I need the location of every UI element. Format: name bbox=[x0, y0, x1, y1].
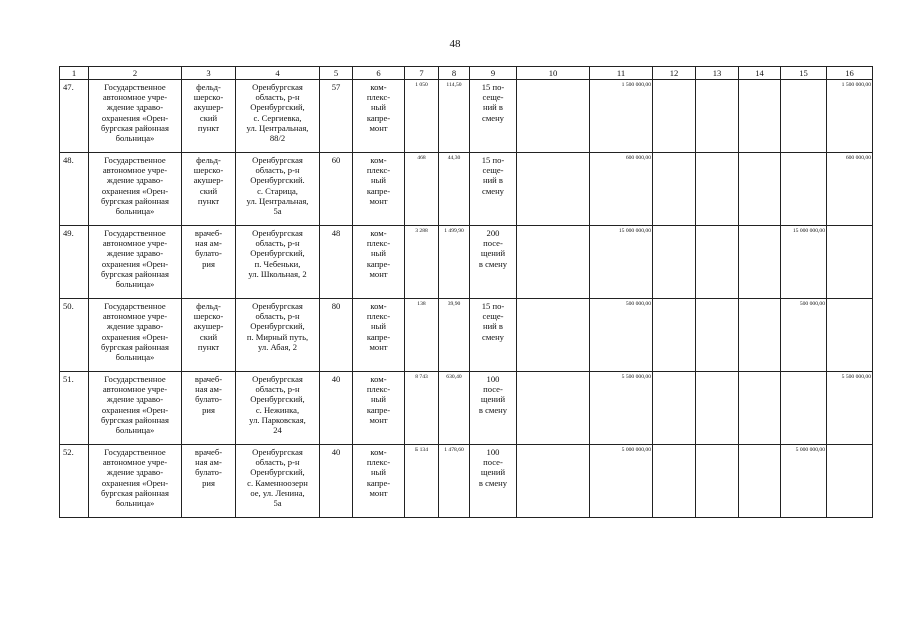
work-type-cell: ком- плекс- ный капре- монт bbox=[353, 299, 405, 372]
col15-cell bbox=[781, 153, 827, 226]
column-header: 8 bbox=[439, 67, 470, 80]
col16-cell bbox=[827, 299, 873, 372]
col7-cell: 1 050 bbox=[405, 80, 439, 153]
column-header: 11 bbox=[590, 67, 653, 80]
capacity-cell: 15 по- сеще- ний в смену bbox=[470, 153, 517, 226]
table-row bbox=[60, 445, 873, 518]
work-type-cell: ком- плекс- ный капре- монт bbox=[353, 445, 405, 518]
col10-cell bbox=[517, 153, 590, 226]
col10-cell bbox=[517, 372, 590, 445]
col10-cell bbox=[517, 226, 590, 299]
organization-cell: Государственное автономное учре- ждение здраво- охранения «Орен- бургская районная больница» bbox=[89, 80, 182, 153]
col11-cell: 500 000,00 bbox=[590, 299, 653, 372]
column-header: 10 bbox=[517, 67, 590, 80]
col12-cell bbox=[653, 299, 696, 372]
table-row bbox=[60, 372, 873, 445]
address-cell: Оренбургская область, р-н Оренбургский, с. Нежинка, ул. Парковская, 24 bbox=[236, 372, 320, 445]
address-cell: Оренбургская область, р-н Оренбургский. с. Старица, ул. Центральная, 5а bbox=[236, 153, 320, 226]
col13-cell bbox=[696, 445, 739, 518]
column-header: 14 bbox=[739, 67, 781, 80]
work-type-cell: ком- плекс- ный капре- монт bbox=[353, 226, 405, 299]
col13-cell bbox=[696, 153, 739, 226]
col11-cell: 600 000,00 bbox=[590, 153, 653, 226]
col13-cell bbox=[696, 80, 739, 153]
col5-cell: 48 bbox=[320, 226, 353, 299]
col14-cell bbox=[739, 299, 781, 372]
organization-cell: Государственное автономное учре- ждение здраво- охранения «Орен- бургская районная больница» bbox=[89, 299, 182, 372]
col14-cell bbox=[739, 372, 781, 445]
col5-cell: 40 bbox=[320, 372, 353, 445]
col8-cell: 39,90 bbox=[439, 299, 470, 372]
col5-cell: 57 bbox=[320, 80, 353, 153]
col8-cell: 1 499,90 bbox=[439, 226, 470, 299]
organization-cell: Государственное автономное учре- ждение здраво- охранения «Орен- бургская районная больница» bbox=[89, 372, 182, 445]
col11-cell: 5 500 000,00 bbox=[590, 372, 653, 445]
col13-cell bbox=[696, 226, 739, 299]
col5-cell: 40 bbox=[320, 445, 353, 518]
work-type-cell: ком- плекс- ный капре- монт bbox=[353, 80, 405, 153]
capacity-cell: 100 посе- щений в смену bbox=[470, 445, 517, 518]
col8-cell: 630,40 bbox=[439, 372, 470, 445]
work-type-cell: ком- плекс- ный капре- монт bbox=[353, 153, 405, 226]
col16-cell: 1 500 000,00 bbox=[827, 80, 873, 153]
col14-cell bbox=[739, 226, 781, 299]
table-row bbox=[60, 80, 873, 153]
row-number: 49. bbox=[60, 226, 89, 299]
work-type-cell: ком- плекс- ный капре- монт bbox=[353, 372, 405, 445]
col12-cell bbox=[653, 445, 696, 518]
row-number: 52. bbox=[60, 445, 89, 518]
col7-cell: 8 743 bbox=[405, 372, 439, 445]
col7-cell: Б 134 bbox=[405, 445, 439, 518]
col7-cell: 3 288 bbox=[405, 226, 439, 299]
facility-type-cell: врачеб- ная ам- булато- рия bbox=[182, 372, 236, 445]
facility-type-cell: фельд- шерско- акушер- ский пункт bbox=[182, 80, 236, 153]
column-header: 2 bbox=[89, 67, 182, 80]
table-row bbox=[60, 299, 873, 372]
col11-cell: 15 000 000,00 bbox=[590, 226, 653, 299]
column-header: 16 bbox=[827, 67, 873, 80]
col16-cell bbox=[827, 445, 873, 518]
col11-cell: 5 000 000,00 bbox=[590, 445, 653, 518]
row-number: 47. bbox=[60, 80, 89, 153]
facilities-table bbox=[59, 66, 873, 518]
column-header: 13 bbox=[696, 67, 739, 80]
col15-cell bbox=[781, 80, 827, 153]
column-header: 4 bbox=[236, 67, 320, 80]
capacity-cell: 15 по- сеще- ний в смену bbox=[470, 299, 517, 372]
column-header: 7 bbox=[405, 67, 439, 80]
address-cell: Оренбургская область, р-н Оренбургский, п. Чебеньки, ул. Школьная, 2 bbox=[236, 226, 320, 299]
facility-type-cell: врачеб- ная ам- булато- рия bbox=[182, 445, 236, 518]
col10-cell bbox=[517, 299, 590, 372]
col13-cell bbox=[696, 372, 739, 445]
table-row bbox=[60, 226, 873, 299]
col8-cell: 114,50 bbox=[439, 80, 470, 153]
col15-cell bbox=[781, 372, 827, 445]
column-header: 5 bbox=[320, 67, 353, 80]
address-cell: Оренбургская область, р-н Оренбургский, с. Каменноозерн ое, ул. Ленина, 5а bbox=[236, 445, 320, 518]
col8-cell: 44,30 bbox=[439, 153, 470, 226]
facility-type-cell: фельд- шерско- акушер- ский пункт bbox=[182, 299, 236, 372]
col12-cell bbox=[653, 226, 696, 299]
col15-cell: 15 000 000,00 bbox=[781, 226, 827, 299]
column-header: 12 bbox=[653, 67, 696, 80]
page-number: 48 bbox=[449, 38, 461, 50]
capacity-cell: 200 посе- щений в смену bbox=[470, 226, 517, 299]
table-row bbox=[60, 153, 873, 226]
col15-cell: 5 000 000,00 bbox=[781, 445, 827, 518]
col5-cell: 80 bbox=[320, 299, 353, 372]
col14-cell bbox=[739, 80, 781, 153]
facility-type-cell: врачеб- ная ам- булато- рия bbox=[182, 226, 236, 299]
col13-cell bbox=[696, 299, 739, 372]
row-number: 50. bbox=[60, 299, 89, 372]
col10-cell bbox=[517, 445, 590, 518]
facility-type-cell: фельд- шерско- акушер- ский пункт bbox=[182, 153, 236, 226]
col10-cell bbox=[517, 80, 590, 153]
col11-cell: 1 500 000,00 bbox=[590, 80, 653, 153]
col16-cell bbox=[827, 226, 873, 299]
col7-cell: 468 bbox=[405, 153, 439, 226]
col14-cell bbox=[739, 445, 781, 518]
capacity-cell: 100 посе- щений в смену bbox=[470, 372, 517, 445]
row-number: 51. bbox=[60, 372, 89, 445]
organization-cell: Государственное автономное учре- ждение здраво- охранения «Орен- бургская районная больница» bbox=[89, 226, 182, 299]
col12-cell bbox=[653, 372, 696, 445]
col5-cell: 60 bbox=[320, 153, 353, 226]
col16-cell: 600 000,00 bbox=[827, 153, 873, 226]
organization-cell: Государственное автономное учре- ждение здраво- охранения «Орен- бургская районная больница» bbox=[89, 445, 182, 518]
row-number: 48. bbox=[60, 153, 89, 226]
col16-cell: 5 500 000,00 bbox=[827, 372, 873, 445]
col15-cell: 500 000,00 bbox=[781, 299, 827, 372]
address-cell: Оренбургская область, р-н Оренбургский, п. Мирный путь, ул. Абая, 2 bbox=[236, 299, 320, 372]
address-cell: Оренбургская область, р-н Оренбургский, с. Сергиевка, ул. Центральная, 88/2 bbox=[236, 80, 320, 153]
col12-cell bbox=[653, 153, 696, 226]
col12-cell bbox=[653, 80, 696, 153]
col7-cell: 138 bbox=[405, 299, 439, 372]
column-header: 3 bbox=[182, 67, 236, 80]
column-header: 6 bbox=[353, 67, 405, 80]
column-header: 9 bbox=[470, 67, 517, 80]
column-header: 15 bbox=[781, 67, 827, 80]
capacity-cell: 15 по- сеще- ний в смену bbox=[470, 80, 517, 153]
table-header-row bbox=[60, 67, 873, 80]
column-header: 1 bbox=[60, 67, 89, 80]
col14-cell bbox=[739, 153, 781, 226]
organization-cell: Государственное автономное учре- ждение здраво- охранения «Орен- бургская районная больница» bbox=[89, 153, 182, 226]
col8-cell: 1 478,60 bbox=[439, 445, 470, 518]
